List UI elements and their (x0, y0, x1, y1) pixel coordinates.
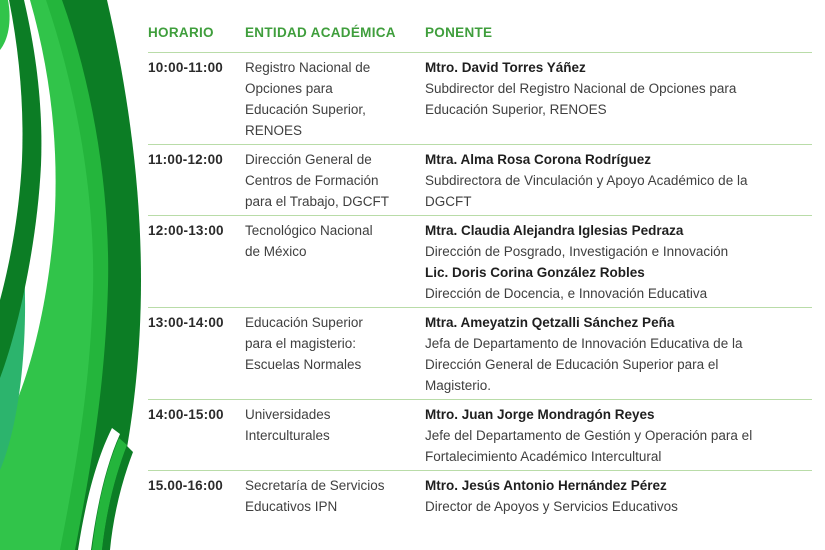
speaker-role: Educación Superior, RENOES (425, 102, 607, 117)
academic-entity (245, 404, 425, 467)
entity-line: Educación Superior (245, 315, 363, 330)
entity-line: RENOES (245, 123, 303, 138)
speaker-info (425, 57, 812, 141)
academic-entity (245, 475, 425, 517)
schedule-time: 14:00-15:00 (148, 407, 224, 422)
speaker-role: DGCFT (425, 194, 472, 209)
speaker-name: Mtra. Claudia Alejandra Iglesias Pedraza (425, 223, 684, 238)
table-row (148, 470, 812, 520)
green-swoosh-decoration (0, 0, 150, 550)
schedule-table (148, 18, 812, 520)
entity-line: para el magisterio: (245, 336, 357, 351)
schedule-time: 13:00-14:00 (148, 315, 224, 330)
entity-line: Opciones para (245, 81, 333, 96)
entity-line: Tecnológico Nacional (245, 223, 373, 238)
speaker-role: Subdirector del Registro Nacional de Opciones para (425, 81, 737, 96)
academic-entity (245, 149, 425, 212)
schedule-time: 11:00-12:00 (148, 152, 224, 167)
speaker-info (425, 149, 812, 212)
table-row (148, 307, 812, 399)
schedule-time: 10:00-11:00 (148, 60, 224, 75)
entity-line: Centros de Formación (245, 173, 379, 188)
table-row (148, 399, 812, 470)
academic-entity (245, 312, 425, 396)
speaker-role: Subdirectora de Vinculación y Apoyo Académico de la (425, 173, 748, 188)
entity-line: Universidades (245, 407, 331, 422)
speaker-info (425, 220, 812, 304)
speaker-name: Lic. Doris Corina González Robles (425, 265, 645, 280)
table-body (148, 52, 812, 520)
entity-line: para el Trabajo, DGCFT (245, 194, 390, 209)
schedule-time: 12:00-13:00 (148, 223, 224, 238)
table-row (148, 144, 812, 215)
academic-entity (245, 220, 425, 304)
speaker-role: Dirección de Docencia, e Innovación Educativa (425, 286, 708, 301)
speaker-name: Mtro. Jesús Antonio Hernández Pérez (425, 478, 667, 493)
table-row (148, 215, 812, 307)
speaker-info (425, 404, 812, 467)
academic-entity (245, 57, 425, 141)
speaker-name: Mtra. Alma Rosa Corona Rodríguez (425, 152, 652, 167)
speaker-role: Jefa de Departamento de Innovación Educativa de la (425, 336, 743, 351)
speaker-role: Dirección de Posgrado, Investigación e Innovación (425, 244, 729, 259)
speaker-role: Dirección General de Educación Superior para el (425, 357, 719, 372)
entity-line: Secretaría de Servicios (245, 478, 385, 493)
header-horario: HORARIO (148, 25, 214, 40)
entity-line: Educativos IPN (245, 499, 338, 514)
speaker-name: Mtro. Juan Jorge Mondragón Reyes (425, 407, 655, 422)
entity-line: Escuelas Normales (245, 357, 362, 372)
speaker-role: Director de Apoyos y Servicios Educativos (425, 499, 678, 514)
entity-line: Educación Superior, (245, 102, 366, 117)
speaker-info (425, 475, 812, 517)
entity-line: Interculturales (245, 428, 330, 443)
schedule-time: 15.00-16:00 (148, 478, 224, 493)
table-header-row (148, 18, 812, 52)
speaker-role: Fortalecimiento Académico Intercultural (425, 449, 662, 464)
header-ponente: PONENTE (425, 25, 493, 40)
header-entidad-academica: ENTIDAD ACADÉMICA (245, 25, 396, 40)
speaker-name: Mtra. Ameyatzin Qetzalli Sánchez Peña (425, 315, 675, 330)
speaker-role: Jefe del Departamento de Gestión y Operación para el (425, 428, 753, 443)
entity-line: Registro Nacional de (245, 60, 371, 75)
table-row (148, 52, 812, 144)
speaker-info (425, 312, 812, 396)
entity-line: Dirección General de (245, 152, 372, 167)
speaker-role: Magisterio. (425, 378, 492, 393)
entity-line: de México (245, 244, 307, 259)
speaker-name: Mtro. David Torres Yáñez (425, 60, 586, 75)
